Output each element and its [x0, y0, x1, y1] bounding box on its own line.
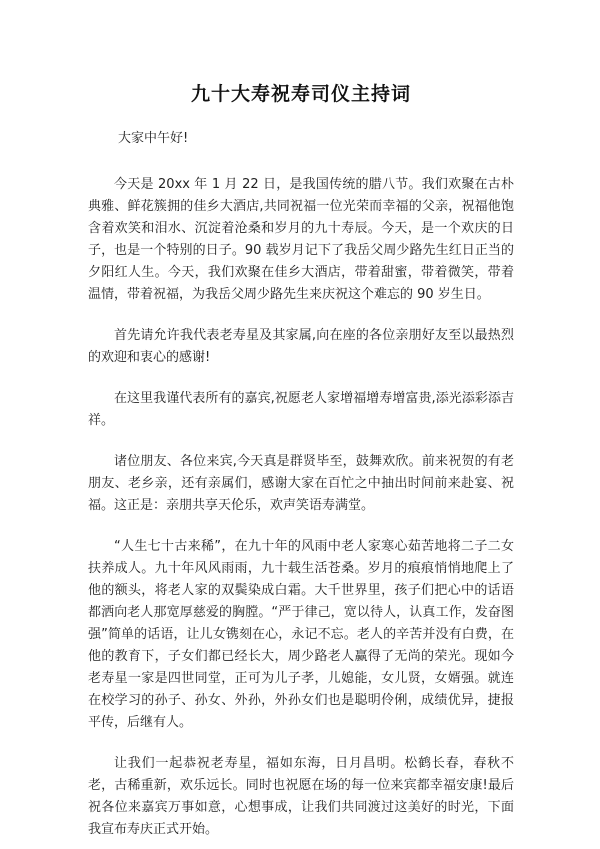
paragraph-life-story: “人生七十古来稀”，在九十年的风雨中老人家寒心茹苦地将二子二女扶养成人。九十年风风雨雨，九十载生活苍桑。岁月的痕痕悄悄地爬上了他的额头，将老人家的双鬓染成白霜。大千世界里，孩子们把心中的话语都洒向老人那宽厚慈爱的胸膛。“严于律己，宽以待人，认真工作，发奋图强”简单的话语，让儿女镌刻在心，永记不忘。老人的辛苦并没有白费，在他的教育下，子女们都已经长大，周少路老人赢得了无尚的荣光。现如今老寿星一家是四世同堂，正可为儿子孝，儿媳能，女儿贤，女婿强。就连在校学习的孙子、孙女、外孙，外孙女们也是聪明伶俐，成绩优异，捷报平传，后继有人。: [88, 539, 514, 730]
document-title: 九十大寿祝寿司仪主持词: [190, 83, 411, 105]
paragraph-closing: 让我们一起恭祝老寿星，福如东海，日月昌明。松鹤长春，春秋不老，古稀重新，欢乐远长。同时也祝愿在场的每一位来宾都幸福安康!最后祝各位来嘉宾万事如意，心想事成，让我们共同渡过这美好的时光，下面我宣布寿庆正式开始。: [88, 756, 514, 837]
paragraph-blessing: 在这里我谨代表所有的嘉宾,祝愿老人家增福增寿增富贵,添光添彩添吉祥。: [88, 391, 514, 428]
greeting: 大家中午好!: [118, 131, 189, 146]
paragraph-welcome: 首先请允许我代表老寿星及其家属,向在座的各位亲朋好友至以最热烈的欢迎和衷心的感谢!: [88, 328, 514, 365]
paragraph-guests: 诸位朋友、各位来宾,今天真是群贤毕至，鼓舞欢欣。前来祝贺的有老朋友、老乡亲，还有亲属们，感谢大家在百忙之中抽出时间前来赴宴、祝福。这正是：亲朋共享天伦乐，欢声笑语寿满堂。: [88, 454, 514, 513]
paragraph-opening: 今天是 20xx 年 1 月 22 日，是我国传统的腊八节。我们欢聚在古朴典雅、鲜花簇拥的佳乡大酒店,共同祝福一位光荣而幸福的父亲，祝福他饱含着欢笑和泪水、沉淀着沧桑和岁月的九十寿辰。今天，是一个欢庆的日子，也是一个特别的日子。90 载岁月记下了我岳父周少路先生红日正当的夕阳红人生。今天，我们欢聚在佳乡大酒店，带着甜蜜，带着微笑，带着温情，带着祝福，为我岳父周少路先生来庆祝这个难忘的 90 岁生日。: [88, 177, 514, 302]
